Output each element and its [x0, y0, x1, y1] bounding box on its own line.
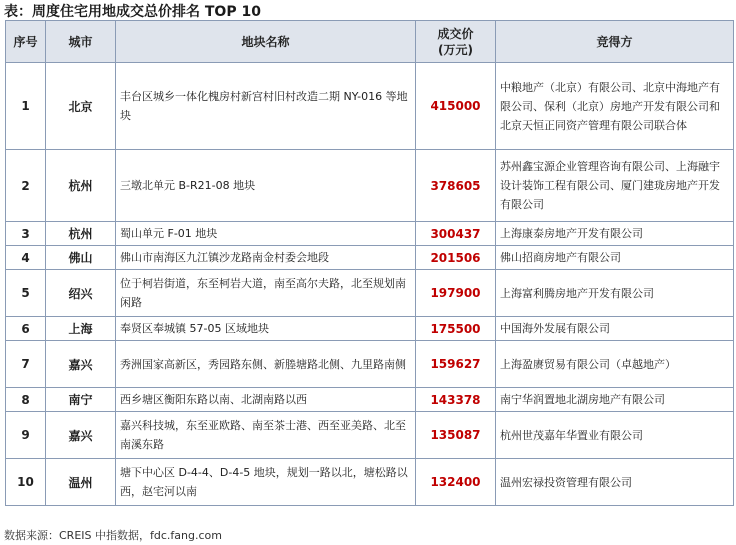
city-cell: 杭州	[46, 222, 116, 246]
rank-cell: 9	[6, 412, 46, 459]
table-row	[6, 412, 734, 459]
table-row	[6, 222, 734, 246]
header-rank: 序号	[6, 21, 46, 63]
city-cell: 绍兴	[46, 270, 116, 317]
buyer-cell: 上海盈赓贸易有限公司（卓越地产）	[496, 341, 734, 388]
city-cell: 嘉兴	[46, 412, 116, 459]
land-name-cell: 佛山市南海区九江镇沙龙路南金村委会地段	[116, 246, 416, 270]
buyer-cell: 中粮地产（北京）有限公司、北京中海地产有限公司、保利（北京）房地产开发有限公司和北京天恒正同资产管理有限公司联合体	[496, 63, 734, 150]
price-cell: 135087	[416, 412, 496, 459]
city-cell: 嘉兴	[46, 341, 116, 388]
price-cell: 378605	[416, 150, 496, 222]
table-row	[6, 150, 734, 222]
price-cell: 197900	[416, 270, 496, 317]
header-land-name: 地块名称	[116, 21, 416, 63]
price-cell: 175500	[416, 317, 496, 341]
price-cell: 159627	[416, 341, 496, 388]
price-cell: 300437	[416, 222, 496, 246]
rank-cell: 3	[6, 222, 46, 246]
table-row	[6, 341, 734, 388]
city-cell: 佛山	[46, 246, 116, 270]
rank-cell: 5	[6, 270, 46, 317]
header-city: 城市	[46, 21, 116, 63]
data-source-note: 数据来源：CREIS 中指数据，fdc.fang.com	[4, 529, 222, 542]
rank-cell: 8	[6, 388, 46, 412]
header-price: 成交价 (万元)	[416, 21, 496, 63]
buyer-cell: 温州宏禄投资管理有限公司	[496, 459, 734, 506]
land-name-cell: 丰台区城乡一体化槐房村新宫村旧村改造二期 NY-016 等地块	[116, 63, 416, 150]
city-cell: 南宁	[46, 388, 116, 412]
land-ranking-table	[5, 20, 734, 506]
header-buyer: 竞得方	[496, 21, 734, 63]
table-row	[6, 317, 734, 341]
rank-cell: 7	[6, 341, 46, 388]
table-row	[6, 270, 734, 317]
price-cell: 143378	[416, 388, 496, 412]
buyer-cell: 中国海外发展有限公司	[496, 317, 734, 341]
city-cell: 上海	[46, 317, 116, 341]
rank-cell: 10	[6, 459, 46, 506]
buyer-cell: 上海康泰房地产开发有限公司	[496, 222, 734, 246]
price-cell: 201506	[416, 246, 496, 270]
price-cell: 415000	[416, 63, 496, 150]
buyer-cell: 佛山招商房地产有限公司	[496, 246, 734, 270]
buyer-cell: 苏州鑫宝源企业管理咨询有限公司、上海融宇设计装饰工程有限公司、厦门建珑房地产开发有限公司	[496, 150, 734, 222]
land-name-cell: 西乡塘区衡阳东路以南、北湖南路以西	[116, 388, 416, 412]
land-name-cell: 塘下中心区 D-4-4、D-4-5 地块，规划一路以北，塘松路以西，赵宅河以南	[116, 459, 416, 506]
buyer-cell: 杭州世茂嘉年华置业有限公司	[496, 412, 734, 459]
rank-cell: 2	[6, 150, 46, 222]
header-row	[6, 21, 734, 63]
land-name-cell: 嘉兴科技城，东至亚欧路、南至茶士港、西至亚美路、北至南溪东路	[116, 412, 416, 459]
table-row	[6, 246, 734, 270]
rank-cell: 6	[6, 317, 46, 341]
table-row	[6, 459, 734, 506]
price-cell: 132400	[416, 459, 496, 506]
land-name-cell: 蜀山单元 F-01 地块	[116, 222, 416, 246]
buyer-cell: 上海富利腾房地产开发有限公司	[496, 270, 734, 317]
land-name-cell: 位于柯岩街道，东至柯岩大道，南至高尔夫路，北至规划南闲路	[116, 270, 416, 317]
table-row	[6, 388, 734, 412]
land-name-cell: 奉贤区奉城镇 57-05 区域地块	[116, 317, 416, 341]
land-name-cell: 三墩北单元 B-R21-08 地块	[116, 150, 416, 222]
city-cell: 杭州	[46, 150, 116, 222]
city-cell: 北京	[46, 63, 116, 150]
land-name-cell: 秀洲国家高新区，秀园路东侧、新塍塘路北侧、九里路南侧	[116, 341, 416, 388]
rank-cell: 4	[6, 246, 46, 270]
buyer-cell: 南宁华润置地北湖房地产有限公司	[496, 388, 734, 412]
table-caption: 表：周度住宅用地成交总价排名 TOP 10	[4, 4, 261, 20]
table-row	[6, 63, 734, 150]
city-cell: 温州	[46, 459, 116, 506]
rank-cell: 1	[6, 63, 46, 150]
